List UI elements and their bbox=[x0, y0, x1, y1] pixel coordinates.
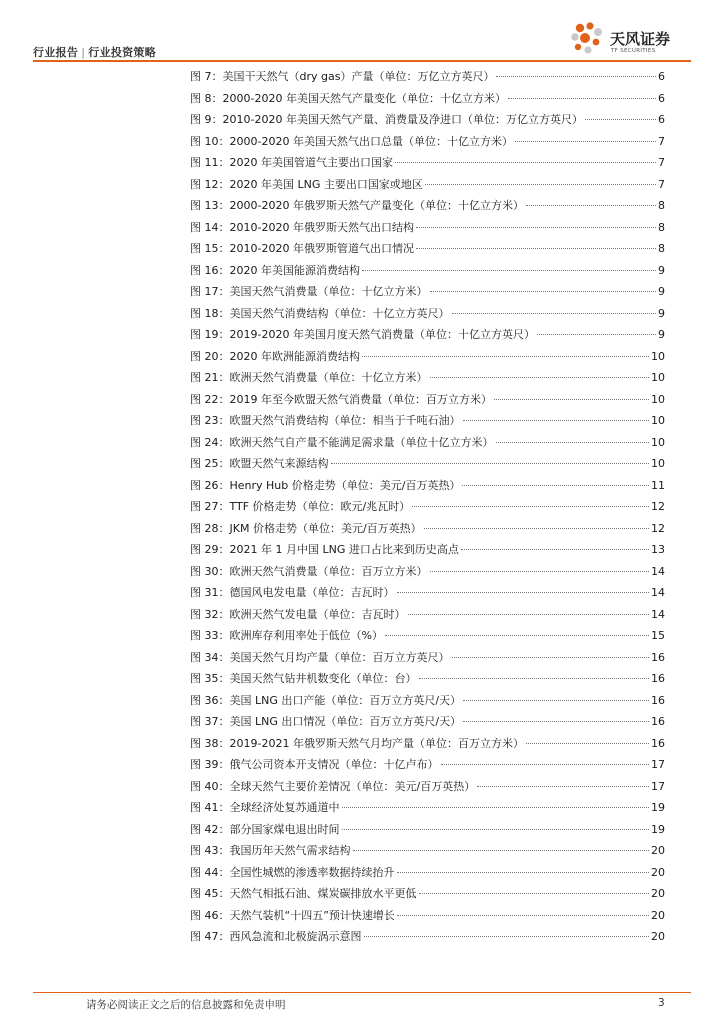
dot-leader bbox=[397, 592, 650, 593]
dot-leader bbox=[463, 420, 650, 421]
toc-entry-page: 7 bbox=[658, 134, 665, 148]
toc-entry[interactable] bbox=[190, 819, 665, 841]
dot-leader bbox=[496, 442, 650, 443]
toc-entry[interactable] bbox=[190, 733, 665, 755]
toc-entry[interactable] bbox=[190, 496, 665, 518]
dot-leader bbox=[353, 850, 650, 851]
toc-entry[interactable] bbox=[190, 174, 665, 196]
dot-leader bbox=[462, 485, 649, 486]
toc-entry-label: 图 18：美国天然气消费结构（单位：十亿立方英尺） bbox=[190, 306, 450, 320]
dot-leader bbox=[425, 184, 656, 185]
dot-leader bbox=[430, 377, 650, 378]
toc-entry-page: 14 bbox=[651, 607, 665, 621]
dot-leader bbox=[397, 872, 650, 873]
toc-entry-page: 6 bbox=[658, 91, 665, 105]
dot-leader bbox=[419, 678, 650, 679]
toc-entry[interactable] bbox=[190, 324, 665, 346]
toc-entry-label: 图 25：欧盟天然气来源结构 bbox=[190, 457, 329, 470]
toc-entry-label: 图 47：西风急流和北极旋涡示意图 bbox=[190, 930, 362, 943]
toc-entry-page: 20 bbox=[651, 930, 665, 943]
toc-entry-label: 图 41：全球经济处复苏通道中 bbox=[190, 801, 340, 814]
toc-entry[interactable] bbox=[190, 453, 665, 475]
toc-entry-label: 图 12：2020 年美国 LNG 主要出口国家或地区 bbox=[190, 177, 423, 191]
dot-leader bbox=[419, 893, 650, 894]
toc-entry[interactable] bbox=[190, 690, 665, 712]
header-divider bbox=[33, 60, 691, 62]
toc-entry-page: 17 bbox=[651, 758, 665, 771]
toc-entry-page: 17 bbox=[651, 779, 665, 793]
toc-entry[interactable] bbox=[190, 66, 665, 88]
toc-entry-label: 图 31：德国风电发电量（单位：吉瓦时） bbox=[190, 586, 395, 599]
toc-entry-page: 9 bbox=[658, 328, 665, 341]
toc-entry-page: 9 bbox=[658, 263, 665, 277]
toc-entry-label: 图 32：欧洲天然气发电量（单位：吉瓦时） bbox=[190, 607, 406, 621]
dot-leader bbox=[408, 614, 650, 615]
dot-leader bbox=[585, 119, 656, 120]
toc-entry[interactable] bbox=[190, 260, 665, 282]
toc-entry-page: 10 bbox=[651, 457, 665, 470]
company-logo bbox=[568, 22, 678, 58]
toc-entry[interactable] bbox=[190, 432, 665, 454]
toc-entry-page: 20 bbox=[651, 887, 665, 900]
toc-entry[interactable] bbox=[190, 367, 665, 389]
toc-entry-label: 图 42：部分国家煤电退出时间 bbox=[190, 822, 340, 836]
dot-leader bbox=[342, 829, 650, 830]
dot-leader bbox=[494, 399, 649, 400]
toc-entry-label: 图 7：美国干天然气（dry gas）产量（单位：万亿立方英尺） bbox=[190, 70, 495, 83]
toc-entry-label: 图 21：欧洲天然气消费量（单位：十亿立方米） bbox=[190, 371, 428, 384]
dot-leader bbox=[441, 764, 650, 765]
toc-entry-page: 16 bbox=[651, 672, 665, 685]
dot-leader bbox=[526, 205, 656, 206]
dot-leader bbox=[331, 463, 650, 464]
toc-entry-label: 图 24：欧洲天然气自产量不能满足需求量（单位十亿立方米） bbox=[190, 435, 494, 449]
toc-entry-label: 图 45：天然气相抵石油、煤炭碳排放水平更低 bbox=[190, 887, 417, 900]
toc-entry-label: 图 28：JKM 价格走势（单位：美元/百万英热） bbox=[190, 521, 422, 535]
toc-entry-page: 9 bbox=[658, 285, 665, 298]
toc-entry-page: 14 bbox=[651, 564, 665, 578]
toc-entry[interactable] bbox=[190, 582, 665, 604]
toc-entry-page: 13 bbox=[651, 543, 665, 556]
dot-leader bbox=[537, 334, 656, 335]
dot-leader bbox=[508, 98, 656, 99]
toc-entry-label: 图 36：美国 LNG 出口产能（单位：百万立方英尺/天） bbox=[190, 693, 462, 707]
dot-leader bbox=[452, 313, 657, 314]
toc-entry-page: 10 bbox=[651, 371, 665, 384]
toc-entry-label: 图 9：2010-2020 年美国天然气产量、消费量及净进口（单位：万亿立方英尺） bbox=[190, 113, 583, 126]
toc-entry[interactable] bbox=[190, 152, 665, 174]
dot-leader bbox=[452, 657, 650, 658]
dot-leader bbox=[362, 356, 649, 357]
toc-entry-label: 图 46：天然气装机“十四五”预计快速增长 bbox=[190, 908, 395, 922]
toc-entry-page: 19 bbox=[651, 801, 665, 814]
dot-leader bbox=[364, 936, 650, 937]
toc-entry[interactable] bbox=[190, 862, 665, 884]
toc-entry-label: 图 26：Henry Hub 价格走势（单位：美元/百万英热） bbox=[190, 478, 461, 492]
toc-entry-label: 图 34：美国天然气月均产量（单位：百万立方英尺） bbox=[190, 650, 450, 664]
toc-entry-page: 14 bbox=[651, 586, 665, 599]
toc-entry[interactable] bbox=[190, 238, 665, 260]
toc-entry-label: 图 19：2019-2020 年美国月度天然气消费量（单位：十亿立方英尺） bbox=[190, 328, 535, 341]
toc-entry-page: 16 bbox=[651, 650, 665, 664]
toc-entry-label: 图 8：2000-2020 年美国天然气产量变化（单位：十亿立方米） bbox=[190, 91, 506, 105]
dot-leader bbox=[430, 291, 657, 292]
toc-entry-label: 图 22：2019 年至今欧盟天然气消费量（单位：百万立方米） bbox=[190, 392, 492, 406]
toc-entry-page: 10 bbox=[651, 414, 665, 427]
dot-leader bbox=[515, 141, 656, 142]
toc-entry[interactable] bbox=[190, 711, 665, 733]
toc-entry-page: 12 bbox=[651, 500, 665, 513]
toc-entry[interactable] bbox=[190, 88, 665, 110]
toc-entry[interactable] bbox=[190, 668, 665, 690]
logo-name: 天风证券 bbox=[610, 30, 671, 48]
dot-leader bbox=[430, 571, 650, 572]
toc-entry[interactable] bbox=[190, 776, 665, 798]
toc-entry[interactable] bbox=[190, 217, 665, 239]
toc-entry-label: 图 38：2019-2021 年俄罗斯天然气月均产量（单位：百万立方米） bbox=[190, 736, 524, 750]
dot-leader bbox=[416, 248, 656, 249]
dot-leader bbox=[362, 270, 656, 271]
toc-entry-label: 图 11：2020 年美国管道气主要出口国家 bbox=[190, 156, 393, 169]
toc-entry-label: 图 15：2010-2020 年俄罗斯管道气出口情况 bbox=[190, 242, 414, 255]
toc-entry[interactable] bbox=[190, 410, 665, 432]
toc-entry-label: 图 44：全国性城燃的渗透率数据持续抬升 bbox=[190, 865, 395, 879]
toc-entry[interactable] bbox=[190, 561, 665, 583]
toc-entry[interactable] bbox=[190, 647, 665, 669]
toc-entry[interactable] bbox=[190, 883, 665, 905]
toc-entry-label: 图 13：2000-2020 年俄罗斯天然气产量变化（单位：十亿立方米） bbox=[190, 199, 524, 212]
toc-entry[interactable] bbox=[190, 625, 665, 647]
dot-leader bbox=[424, 528, 649, 529]
toc-entry-label: 图 14：2010-2020 年俄罗斯天然气出口结构 bbox=[190, 220, 414, 234]
toc-entry-label: 图 20：2020 年欧洲能源消费结构 bbox=[190, 349, 360, 363]
toc-entry[interactable] bbox=[190, 281, 665, 303]
toc-entry[interactable] bbox=[190, 518, 665, 540]
toc-entry-label: 图 10：2000-2020 年美国天然气出口总量（单位：十亿立方米） bbox=[190, 134, 513, 148]
dot-leader bbox=[342, 807, 650, 808]
toc-entry[interactable] bbox=[190, 389, 665, 411]
toc-entry-page: 19 bbox=[651, 822, 665, 836]
footer-divider bbox=[33, 992, 691, 993]
toc-entry[interactable] bbox=[190, 346, 665, 368]
toc-entry-label: 图 37：美国 LNG 出口情况（单位：百万立方英尺/天） bbox=[190, 715, 462, 728]
report-section: 行业报告 bbox=[33, 46, 79, 59]
toc-entry-page: 16 bbox=[651, 736, 665, 750]
toc-entry-label: 图 33：欧洲库存利用率处于低位（%） bbox=[190, 629, 383, 642]
toc-entry-page: 7 bbox=[658, 177, 665, 191]
dot-leader bbox=[526, 743, 649, 744]
dot-leader bbox=[385, 635, 649, 636]
logo-subtitle: TF SECURITIES bbox=[611, 48, 656, 54]
toc-entry-page: 7 bbox=[658, 156, 665, 169]
dot-leader bbox=[477, 786, 649, 787]
dot-leader bbox=[463, 721, 649, 722]
toc-entry-label: 图 17：美国天然气消费量（单位：十亿立方米） bbox=[190, 285, 428, 298]
toc-entry-page: 6 bbox=[658, 113, 665, 126]
toc-entry-page: 10 bbox=[651, 435, 665, 449]
toc-entry[interactable] bbox=[190, 109, 665, 131]
toc-entry-label: 图 30：欧洲天然气消费量（单位：百万立方米） bbox=[190, 564, 428, 578]
toc-entry[interactable] bbox=[190, 840, 665, 862]
toc-entry-page: 10 bbox=[651, 349, 665, 363]
dot-leader bbox=[416, 227, 656, 228]
figure-list bbox=[190, 66, 665, 948]
toc-entry-page: 20 bbox=[651, 908, 665, 922]
dot-leader bbox=[496, 76, 656, 77]
toc-entry-page: 8 bbox=[658, 199, 665, 212]
report-category: 行业投资策略 bbox=[88, 46, 157, 59]
toc-entry-label: 图 16：2020 年美国能源消费结构 bbox=[190, 263, 360, 277]
toc-entry-label: 图 27：TTF 价格走势（单位：欧元/兆瓦时） bbox=[190, 500, 411, 513]
toc-entry[interactable] bbox=[190, 797, 665, 819]
toc-entry-page: 6 bbox=[658, 70, 665, 83]
toc-entry-page: 9 bbox=[658, 306, 665, 320]
toc-entry-page: 8 bbox=[658, 242, 665, 255]
toc-entry[interactable] bbox=[190, 195, 665, 217]
dot-leader bbox=[395, 162, 656, 163]
toc-entry[interactable] bbox=[190, 131, 665, 153]
dot-leader bbox=[412, 506, 649, 507]
toc-entry[interactable] bbox=[190, 475, 665, 497]
toc-entry-label: 图 40：全球天然气主要价差情况（单位：美元/百万英热） bbox=[190, 779, 476, 793]
toc-entry-label: 图 39：俄气公司资本开支情况（单位：十亿卢布） bbox=[190, 758, 439, 771]
toc-entry-page: 10 bbox=[651, 392, 665, 406]
toc-entry[interactable] bbox=[190, 754, 665, 776]
toc-entry-page: 15 bbox=[651, 629, 665, 642]
toc-entry-page: 11 bbox=[651, 478, 665, 492]
toc-entry[interactable] bbox=[190, 926, 665, 948]
page-header bbox=[0, 0, 724, 64]
toc-entry-label: 图 29：2021 年 1 月中国 LNG 进口占比来到历史高点 bbox=[190, 543, 459, 556]
toc-entry-page: 16 bbox=[651, 693, 665, 707]
page-number: 3 bbox=[658, 997, 665, 1009]
toc-entry-label: 图 35：美国天然气钻井机数变化（单位：台） bbox=[190, 672, 417, 685]
toc-entry[interactable] bbox=[190, 539, 665, 561]
report-type-label bbox=[33, 44, 156, 60]
toc-entry-page: 20 bbox=[651, 844, 665, 857]
toc-entry-page: 12 bbox=[651, 521, 665, 535]
toc-entry-label: 图 43：我国历年天然气需求结构 bbox=[190, 844, 351, 857]
toc-entry-page: 20 bbox=[651, 865, 665, 879]
toc-entry[interactable] bbox=[190, 604, 665, 626]
dot-leader bbox=[397, 915, 649, 916]
logo-petals-icon bbox=[568, 22, 608, 58]
dot-leader bbox=[461, 549, 649, 550]
toc-entry-label: 图 23：欧盟天然气消费结构（单位：相当于千吨石油） bbox=[190, 414, 461, 427]
toc-entry[interactable] bbox=[190, 303, 665, 325]
toc-entry[interactable] bbox=[190, 905, 665, 927]
dot-leader bbox=[463, 700, 649, 701]
toc-entry-page: 8 bbox=[658, 220, 665, 234]
toc-entry-page: 16 bbox=[651, 715, 665, 728]
disclaimer-text: 请务必阅读正文之后的信息披露和免责申明 bbox=[86, 999, 286, 1011]
header-separator: | bbox=[81, 46, 86, 59]
